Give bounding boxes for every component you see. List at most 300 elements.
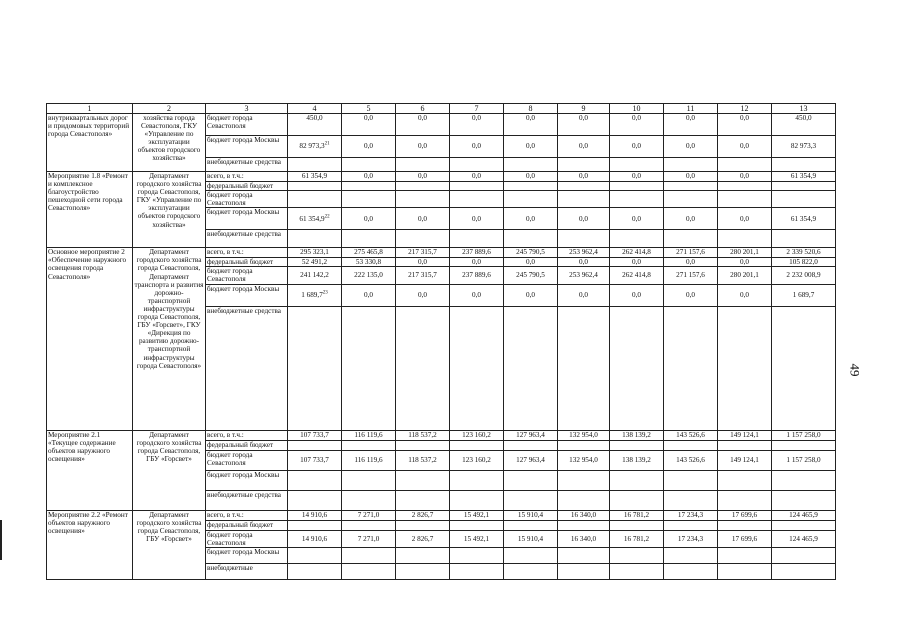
amount-value: 0,0	[686, 114, 695, 122]
amount-cell	[772, 230, 836, 248]
amount-cell	[504, 136, 558, 158]
amount-value: 2 826,7	[411, 534, 434, 543]
header-cell: 10	[610, 104, 664, 114]
header-cell: 4	[288, 104, 342, 114]
amount-cell	[396, 136, 450, 158]
funding-source-cell: всего, в т.ч.:	[206, 430, 288, 440]
table-row	[47, 430, 836, 440]
amount-cell	[288, 450, 342, 470]
amount-cell	[450, 430, 504, 440]
amount-cell	[718, 306, 772, 430]
amount-value: 14 910,6	[301, 534, 328, 543]
amount-cell	[772, 136, 836, 158]
amount-cell	[288, 182, 342, 191]
amount-cell	[718, 114, 772, 136]
amount-value: 0,0	[686, 142, 695, 151]
amount-cell	[664, 510, 718, 520]
amount-cell	[396, 158, 450, 172]
amount-value: 0,0	[579, 258, 588, 267]
executor-cell: хозяйства города Севастополя, ГКУ «Управление по эксплуатации объектов городского хозяйства»	[133, 114, 206, 172]
amount-cell	[610, 440, 664, 450]
amount-cell	[610, 136, 664, 158]
header-cell: 6	[396, 104, 450, 114]
amount-cell	[558, 191, 610, 208]
amount-value: 116 119,6	[354, 456, 383, 465]
amount-cell	[450, 440, 504, 450]
amount-cell	[342, 114, 396, 136]
amount-value: 0,0	[526, 114, 535, 122]
amount-cell	[288, 172, 342, 182]
amount-cell	[342, 547, 396, 563]
header-cell: 12	[718, 104, 772, 114]
funding-source-cell: внебюджетные	[206, 563, 288, 579]
amount-cell	[288, 191, 342, 208]
amount-value: 2 339 520,6	[786, 248, 821, 257]
footnote-mark: 22	[324, 214, 330, 220]
amount-value: 123 160,2	[462, 430, 491, 439]
amount-value: 0,0	[740, 142, 749, 151]
header-cell: 7	[450, 104, 504, 114]
amount-cell	[396, 267, 450, 284]
funding-source-cell: внебюджетные средства	[206, 490, 288, 510]
amount-cell	[396, 470, 450, 490]
amount-cell	[610, 172, 664, 182]
amount-cell	[718, 158, 772, 172]
amount-value: 1 157 258,0	[786, 430, 821, 439]
amount-cell	[664, 547, 718, 563]
amount-cell	[450, 230, 504, 248]
amount-cell	[504, 267, 558, 284]
funding-source-cell: внебюджетные средства	[206, 230, 288, 248]
amount-cell	[558, 490, 610, 510]
amount-value: 15 910,4	[517, 510, 544, 519]
amount-cell	[610, 470, 664, 490]
executor-cell: Департамент городского хозяйства города Севастополя, ГБУ «Горсвет»	[133, 510, 206, 579]
amount-value: 1 689,7	[301, 291, 323, 300]
funding-source-cell: бюджет города Севастополя	[206, 530, 288, 547]
amount-cell	[342, 208, 396, 230]
amount-cell	[558, 182, 610, 191]
amount-cell	[558, 547, 610, 563]
amount-cell	[342, 248, 396, 258]
amount-value: 15 910,4	[517, 534, 544, 543]
amount-value: 295 323,1	[300, 248, 329, 257]
amount-cell	[610, 450, 664, 470]
amount-value: 241 142,2	[300, 271, 329, 280]
amount-cell	[342, 182, 396, 191]
amount-cell	[558, 430, 610, 440]
amount-value: 82 973,3	[790, 142, 817, 151]
amount-value: 0,0	[364, 214, 373, 223]
amount-value: 0,0	[740, 258, 749, 267]
amount-cell	[558, 267, 610, 284]
amount-value: 217 315,7	[408, 271, 437, 280]
amount-cell	[558, 158, 610, 172]
amount-cell	[504, 490, 558, 510]
amount-cell	[342, 191, 396, 208]
amount-cell	[772, 450, 836, 470]
amount-value: 0,0	[632, 142, 641, 151]
amount-cell	[504, 450, 558, 470]
amount-cell	[558, 258, 610, 267]
amount-cell	[450, 158, 504, 172]
amount-cell	[718, 267, 772, 284]
amount-value: 0,0	[632, 258, 641, 267]
amount-value: 0,0	[686, 172, 695, 180]
amount-cell	[558, 136, 610, 158]
amount-value: 0,0	[740, 214, 749, 223]
header-cell: 8	[504, 104, 558, 114]
amount-value: 222 135,0	[354, 271, 383, 280]
amount-cell	[772, 530, 836, 547]
amount-value: 127 963,4	[516, 430, 545, 439]
amount-value: 0,0	[364, 142, 373, 151]
amount-value: 138 139,2	[622, 430, 651, 439]
amount-cell	[718, 258, 772, 267]
amount-value: 1 689,7	[792, 291, 815, 300]
amount-cell	[504, 563, 558, 579]
amount-cell	[610, 563, 664, 579]
amount-value: 2 826,7	[411, 510, 434, 519]
amount-cell	[664, 306, 718, 430]
amount-cell	[558, 306, 610, 430]
amount-cell	[772, 284, 836, 306]
amount-cell	[288, 490, 342, 510]
amount-cell	[396, 172, 450, 182]
amount-cell	[772, 158, 836, 172]
amount-cell	[288, 530, 342, 547]
amount-cell	[664, 258, 718, 267]
amount-cell	[504, 470, 558, 490]
amount-cell	[288, 158, 342, 172]
amount-cell	[396, 306, 450, 430]
amount-cell	[450, 284, 504, 306]
amount-value: 262 414,8	[622, 248, 651, 257]
amount-cell	[610, 510, 664, 520]
amount-cell	[396, 114, 450, 136]
amount-cell	[288, 230, 342, 248]
funding-source-cell: федеральный бюджет	[206, 520, 288, 530]
amount-value: 0,0	[579, 214, 588, 223]
amount-cell	[288, 284, 342, 306]
amount-cell	[718, 563, 772, 579]
amount-cell	[450, 248, 504, 258]
amount-cell	[558, 440, 610, 450]
amount-cell	[396, 248, 450, 258]
amount-value: 14 910,6	[301, 510, 328, 519]
amount-cell	[558, 530, 610, 547]
amount-cell	[558, 510, 610, 520]
header-row	[47, 104, 836, 114]
amount-cell	[342, 158, 396, 172]
scan-edge-mark	[0, 520, 2, 560]
amount-cell	[288, 510, 342, 520]
amount-value: 2 232 008,9	[786, 271, 821, 280]
amount-cell	[342, 450, 396, 470]
amount-cell	[504, 258, 558, 267]
amount-value: 0,0	[418, 291, 427, 300]
funding-source-cell: федеральный бюджет	[206, 258, 288, 267]
amount-value: 127 963,4	[516, 456, 545, 465]
amount-value: 0,0	[526, 214, 535, 223]
amount-cell	[396, 520, 450, 530]
amount-cell	[288, 563, 342, 579]
amount-cell	[558, 230, 610, 248]
amount-cell	[450, 258, 504, 267]
executor-cell: Департамент городского хозяйства города Севастополя, Департамент транспорта и развития дорожно-транспортной инфраструктуры города Севастополя, ГБУ «Горсвет», ГКУ «Дирекция по развитию дорожно-транспортной инфраструктуры города Севастополя»	[133, 248, 206, 430]
amount-cell	[664, 563, 718, 579]
amount-cell	[342, 306, 396, 430]
amount-cell	[772, 510, 836, 520]
amount-cell	[504, 284, 558, 306]
amount-cell	[664, 450, 718, 470]
amount-cell	[558, 450, 610, 470]
amount-cell	[450, 510, 504, 520]
funding-source-cell: федеральный бюджет	[206, 182, 288, 191]
amount-cell	[396, 530, 450, 547]
amount-value: 149 124,1	[730, 430, 759, 439]
amount-cell	[558, 172, 610, 182]
amount-cell	[664, 440, 718, 450]
funding-source-cell: всего, в т.ч.:	[206, 510, 288, 520]
amount-cell	[664, 248, 718, 258]
amount-cell	[772, 520, 836, 530]
amount-value: 0,0	[579, 172, 588, 180]
amount-cell	[772, 563, 836, 579]
amount-cell	[772, 440, 836, 450]
amount-value: 0,0	[740, 172, 749, 180]
amount-cell	[718, 248, 772, 258]
amount-cell	[558, 208, 610, 230]
amount-value: 262 414,8	[622, 271, 651, 280]
amount-cell	[772, 470, 836, 490]
amount-cell	[664, 136, 718, 158]
amount-cell	[342, 490, 396, 510]
amount-cell	[342, 258, 396, 267]
amount-value: 123 160,2	[462, 456, 491, 465]
amount-value: 0,0	[472, 214, 481, 223]
measure-name-cell: внутриквартальных дорог и придомовых территорий города Севастополя»	[47, 114, 133, 172]
amount-cell	[342, 440, 396, 450]
amount-cell	[772, 267, 836, 284]
amount-value: 0,0	[686, 291, 695, 300]
amount-value: 107 733,7	[300, 430, 329, 439]
amount-cell	[718, 430, 772, 440]
amount-value: 132 954,0	[569, 430, 598, 439]
amount-cell	[396, 191, 450, 208]
header-cell: 11	[664, 104, 718, 114]
amount-value: 118 537,2	[408, 430, 437, 439]
amount-cell	[396, 208, 450, 230]
amount-value: 0,0	[632, 214, 641, 223]
amount-cell	[610, 490, 664, 510]
amount-cell	[450, 172, 504, 182]
amount-cell	[504, 547, 558, 563]
amount-cell	[504, 520, 558, 530]
amount-cell	[504, 191, 558, 208]
amount-value: 143 526,6	[676, 430, 705, 439]
amount-cell	[772, 248, 836, 258]
amount-cell	[558, 114, 610, 136]
amount-cell	[450, 520, 504, 530]
amount-cell	[718, 440, 772, 450]
amount-value: 245 790,5	[516, 248, 545, 257]
funding-source-cell: бюджет города Севастополя	[206, 114, 288, 136]
funding-source-cell: бюджет города Севастополя	[206, 267, 288, 284]
amount-cell	[450, 182, 504, 191]
amount-value: 17 699,6	[731, 534, 758, 543]
amount-value: 61 354,9	[790, 172, 817, 180]
amount-cell	[718, 182, 772, 191]
amount-value: 0,0	[418, 214, 427, 223]
amount-cell	[342, 530, 396, 547]
amount-value: 275 465,8	[354, 248, 383, 257]
amount-value: 82 973,3	[299, 142, 325, 151]
amount-cell	[718, 530, 772, 547]
amount-cell	[396, 430, 450, 440]
amount-cell	[664, 182, 718, 191]
amount-cell	[288, 136, 342, 158]
amount-value: 17 699,6	[731, 510, 758, 519]
amount-value: 450,0	[795, 114, 812, 122]
amount-cell	[504, 440, 558, 450]
amount-cell	[288, 258, 342, 267]
amount-value: 118 537,2	[408, 456, 437, 465]
amount-value: 0,0	[472, 291, 481, 300]
amount-value: 0,0	[579, 142, 588, 151]
amount-value: 0,0	[472, 114, 481, 122]
amount-cell	[610, 230, 664, 248]
amount-cell	[610, 306, 664, 430]
amount-value: 0,0	[579, 291, 588, 300]
amount-value: 16 781,2	[623, 534, 650, 543]
amount-cell	[664, 530, 718, 547]
amount-cell	[610, 258, 664, 267]
amount-cell	[288, 248, 342, 258]
amount-value: 253 962,4	[569, 271, 598, 280]
amount-cell	[610, 114, 664, 136]
amount-value: 271 157,6	[676, 271, 705, 280]
amount-cell	[718, 284, 772, 306]
amount-value: 217 315,7	[408, 248, 437, 257]
amount-value: 116 119,6	[354, 430, 383, 439]
amount-cell	[450, 191, 504, 208]
amount-cell	[558, 284, 610, 306]
amount-cell	[558, 563, 610, 579]
amount-cell	[342, 136, 396, 158]
amount-cell	[396, 547, 450, 563]
amount-value: 1 157 258,0	[786, 456, 821, 465]
amount-cell	[558, 470, 610, 490]
amount-cell	[772, 172, 836, 182]
amount-cell	[772, 430, 836, 440]
amount-cell	[558, 520, 610, 530]
amount-value: 0,0	[740, 114, 749, 122]
amount-value: 17 234,3	[677, 534, 704, 543]
amount-value: 15 492,1	[463, 534, 490, 543]
amount-cell	[504, 172, 558, 182]
amount-cell	[504, 158, 558, 172]
amount-cell	[396, 510, 450, 520]
amount-value: 16 340,0	[570, 534, 597, 543]
amount-value: 0,0	[632, 291, 641, 300]
amount-value: 0,0	[418, 258, 427, 267]
amount-cell	[558, 248, 610, 258]
amount-cell	[610, 158, 664, 172]
funding-source-cell: внебюджетные средства	[206, 158, 288, 172]
funding-source-cell: бюджет города Москвы	[206, 284, 288, 306]
amount-cell	[718, 136, 772, 158]
amount-cell	[718, 208, 772, 230]
table-row	[47, 114, 836, 136]
amount-value: 0,0	[526, 172, 535, 180]
amount-cell	[396, 450, 450, 470]
amount-cell	[772, 547, 836, 563]
amount-value: 132 954,0	[569, 456, 598, 465]
amount-cell	[718, 510, 772, 520]
amount-cell	[610, 547, 664, 563]
amount-cell	[504, 430, 558, 440]
amount-cell	[288, 470, 342, 490]
amount-cell	[610, 267, 664, 284]
header-cell: 1	[47, 104, 133, 114]
amount-cell	[288, 547, 342, 563]
amount-cell	[396, 182, 450, 191]
amount-cell	[342, 284, 396, 306]
amount-cell	[772, 490, 836, 510]
amount-cell	[342, 520, 396, 530]
table-row	[47, 172, 836, 182]
amount-value: 0,0	[740, 291, 749, 300]
amount-cell	[772, 182, 836, 191]
amount-value: 138 139,2	[622, 456, 651, 465]
amount-cell	[718, 230, 772, 248]
amount-cell	[610, 208, 664, 230]
amount-cell	[664, 267, 718, 284]
amount-cell	[772, 306, 836, 430]
amount-value: 107 733,7	[300, 456, 329, 465]
funding-source-cell: федеральный бюджет	[206, 440, 288, 450]
page-number: 49	[847, 363, 863, 377]
amount-cell	[610, 430, 664, 440]
amount-value: 7 271,0	[357, 534, 380, 543]
amount-cell	[342, 230, 396, 248]
amount-value: 0,0	[526, 291, 535, 300]
amount-cell	[288, 114, 342, 136]
table-row	[47, 510, 836, 520]
amount-cell	[504, 306, 558, 430]
amount-value: 237 889,6	[462, 248, 491, 257]
amount-value: 52 491,2	[301, 258, 328, 267]
amount-cell	[504, 114, 558, 136]
amount-cell	[664, 490, 718, 510]
amount-cell	[664, 208, 718, 230]
amount-value: 450,0	[306, 114, 323, 122]
amount-value: 0,0	[632, 114, 641, 122]
amount-cell	[504, 208, 558, 230]
amount-value: 280 201,1	[730, 248, 759, 257]
amount-cell	[610, 248, 664, 258]
amount-cell	[772, 191, 836, 208]
table-row	[47, 248, 836, 258]
amount-cell	[504, 530, 558, 547]
amount-cell	[396, 258, 450, 267]
amount-cell	[396, 230, 450, 248]
amount-cell	[772, 114, 836, 136]
executor-cell: Департамент городского хозяйства города Севастополя, ГБУ «Горсвет»	[133, 430, 206, 510]
amount-cell	[664, 284, 718, 306]
amount-value: 149 124,1	[730, 456, 759, 465]
